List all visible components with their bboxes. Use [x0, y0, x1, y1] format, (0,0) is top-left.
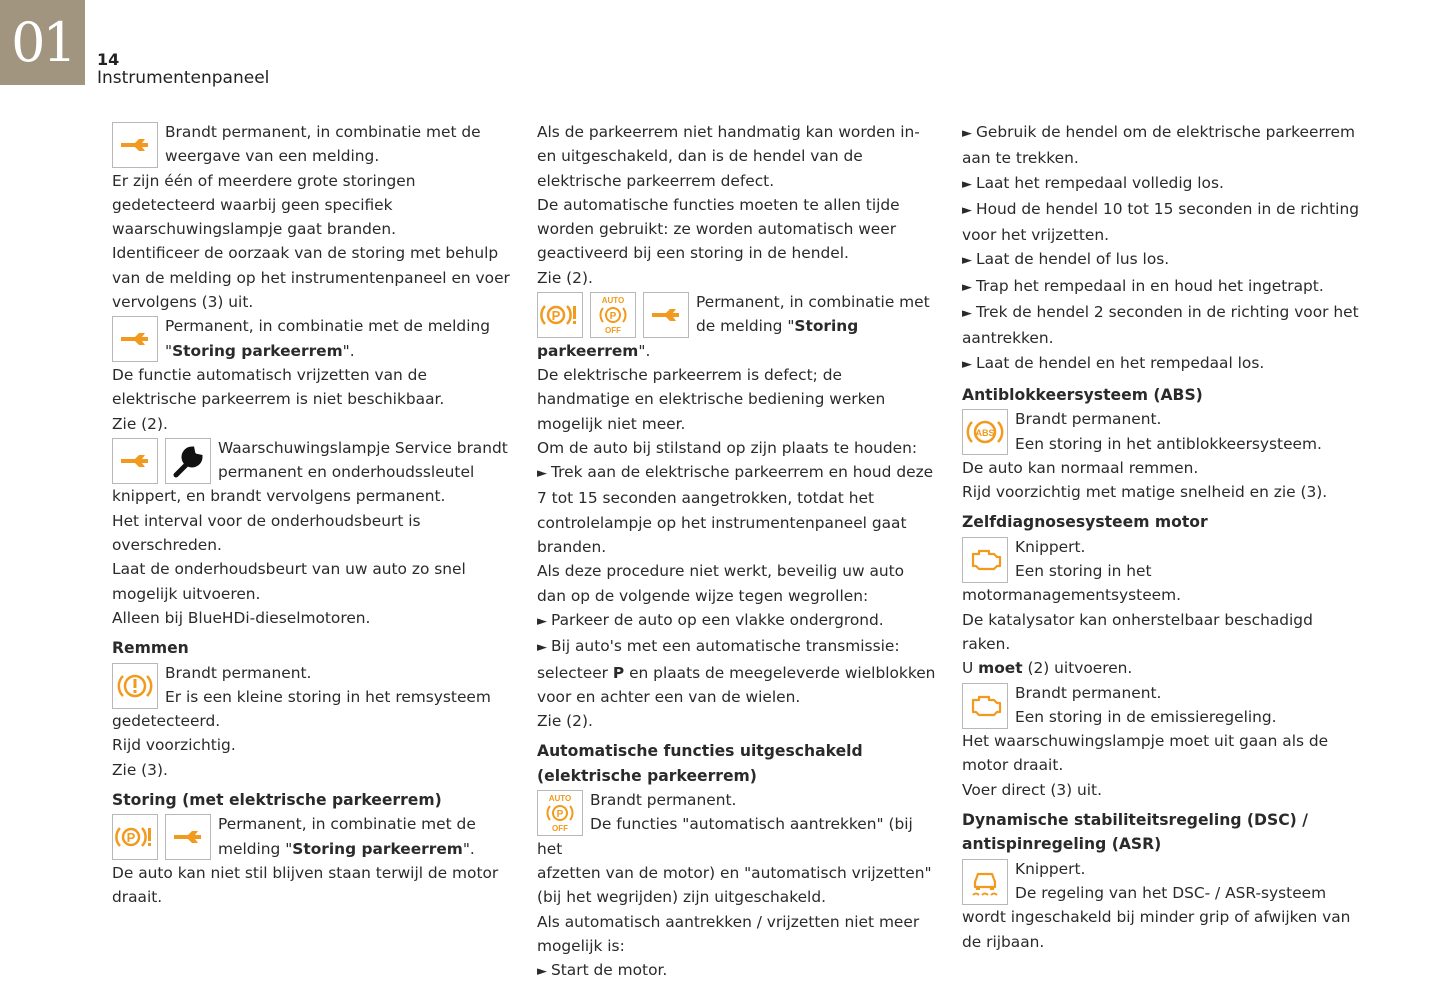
bullet-item: ► Start de motor.	[537, 961, 668, 980]
bullet-item: ► Parkeer de auto op een vlakke ondergrond.	[537, 610, 884, 629]
service-warning-icon	[643, 292, 689, 338]
service-warning-icon	[112, 122, 158, 168]
wrench-icon	[165, 438, 211, 484]
brake-warning-icon	[112, 663, 158, 709]
paragraph: Een storing in de emissieregeling.	[1015, 707, 1277, 726]
paragraph: Laat de onderhoudsbeurt van uw auto zo snel mogelijk uitvoeren.	[112, 560, 466, 603]
paragraph: de melding "Storing	[696, 317, 859, 336]
stability-control-icon	[962, 859, 1008, 905]
paragraph: De auto kan normaal remmen.	[962, 458, 1199, 477]
paragraph: knippert, en brandt vervolgens permanent.	[112, 487, 446, 506]
svg-text:AUTO: AUTO	[601, 296, 625, 306]
service-warning-icon	[112, 438, 158, 484]
paragraph: Een storing in het motormanagementsysteem.	[962, 562, 1182, 605]
section-heading-abs: Antiblokkeersysteem (ABS)	[962, 385, 1203, 404]
page-number: 14	[97, 50, 120, 69]
paragraph: De auto kan niet stil blijven staan terwijl de motor draait.	[112, 863, 499, 907]
paragraph: afzetten van de motor) en "automatisch vrijzetten" (bij het wegrijden) zijn uitgeschakeld.	[537, 863, 932, 907]
bullet-item: ► Laat het rempedaal volledig los.	[962, 173, 1224, 192]
paragraph: Brandt permanent.	[165, 663, 312, 682]
svg-text:ABS: ABS	[975, 428, 995, 439]
section-heading-storing: Storing (met elektrische parkeerrem)	[112, 791, 442, 810]
bullet-item: ► Trek aan de elektrische parkeerrem en houd deze 7 tot 15 seconden aangetrokken, totdat het controlelampje op het instrumentenpaneel gaat branden.	[537, 463, 934, 557]
svg-text:OFF: OFF	[605, 326, 621, 336]
section-heading-remmen: Remmen	[112, 639, 189, 658]
paragraph: Voer direct (3) uit.	[962, 780, 1102, 799]
paragraph: Als de parkeerrem niet handmatig kan worden in- en uitgeschakeld, dan is de hendel van de elektrische parkeerrem defect.	[537, 123, 920, 190]
section-heading-auto-functions: Automatische functies uitgeschakeld (elektrische parkeerrem)	[537, 742, 863, 785]
paragraph: Er zijn één of meerdere grote storingen gedetecteerd waarbij geen specifiek waarschuwingslampje gaat branden.	[112, 171, 416, 239]
auto-park-off-icon	[537, 790, 583, 836]
paragraph: melding "Storing parkeerrem".	[218, 839, 475, 858]
svg-text:P: P	[556, 809, 564, 821]
svg-text:P: P	[551, 308, 561, 324]
column-3	[962, 120, 1362, 954]
paragraph: Als automatisch aantrekken / vrijzetten niet meer mogelijk is:	[537, 912, 920, 955]
section-heading-diagnosis: Zelfdiagnosesysteem motor	[962, 513, 1208, 532]
paragraph: Er is een kleine storing in het remsysteem	[165, 687, 491, 706]
bullet-item: ► Laat de hendel en het rempedaal los.	[962, 353, 1265, 372]
paragraph: De functie automatisch vrijzetten van de elektrische parkeerrem is niet beschikbaar.	[112, 365, 445, 409]
paragraph: De functies "automatisch aantrekken" (bij het	[537, 815, 913, 858]
chapter-number: 01	[0, 0, 85, 85]
paragraph: Knippert.	[1015, 537, 1086, 556]
paragraph: Permanent, in combinatie met de melding	[165, 317, 490, 336]
see-reference: Zie (2).	[112, 414, 168, 433]
paragraph: Brandt permanent.	[1015, 683, 1162, 702]
paragraph: De elektrische parkeerrem is defect; de handmatige en elektrische bediening werken mogelijk niet meer.	[537, 365, 886, 433]
paragraph: "Storing parkeerrem".	[165, 341, 355, 360]
paragraph: Het waarschuwingslampje moet uit gaan als de motor draait.	[962, 732, 1329, 775]
service-text-line-1: Brandt permanent, in combinatie met de	[165, 123, 481, 141]
see-reference: Zie (2).	[537, 712, 593, 731]
bullet-item: ► Trap het rempedaal in en houd het ingetrapt.	[962, 276, 1324, 295]
paragraph: De regeling van het DSC- / ASR-systeem	[1015, 883, 1327, 902]
paragraph: Alleen bij BlueHDi-dieselmotoren.	[112, 608, 371, 627]
paragraph: gedetecteerd.	[112, 712, 221, 731]
service-text-line-2: weergave van een melding.	[165, 147, 380, 166]
bold-message: Storing parkeerrem	[292, 839, 463, 858]
paragraph: Om de auto bij stilstand op zijn plaats te houden:	[537, 438, 918, 457]
paragraph: Rijd voorzichtig met matige snelheid en zie (3).	[962, 483, 1328, 502]
paragraph: wordt ingeschakeld bij minder grip of afwijken van de rijbaan.	[962, 908, 1351, 951]
paragraph: parkeerrem".	[537, 341, 651, 360]
section-heading-dsc: Dynamische stabiliteitsregeling (DSC) / antispinregeling (ASR)	[962, 811, 1308, 854]
bullet-item: ► Bij auto's met een automatische transmissie: selecteer P en plaats de meegeleverde wielblokken voor en achter een van de wielen.	[537, 637, 936, 706]
column-1	[112, 120, 512, 910]
paragraph: U moet (2) uitvoeren.	[962, 659, 1133, 678]
abs-warning-icon	[962, 409, 1008, 455]
paragraph: Rijd voorzichtig.	[112, 736, 236, 755]
paragraph: permanent en onderhoudssleutel	[218, 463, 475, 482]
bullet-item: ► Trek de hendel 2 seconden in de richting voor het aantrekken.	[962, 303, 1359, 348]
svg-text:P: P	[609, 311, 617, 323]
paragraph: Een storing in het antiblokkeersysteem.	[1015, 434, 1322, 453]
bold-message: Storing parkeerrem	[172, 341, 343, 360]
parking-brake-fault-icon	[112, 814, 158, 860]
bold-message: parkeerrem	[537, 341, 639, 360]
bullet-item: ► Houd de hendel 10 tot 15 seconden in de richting voor het vrijzetten.	[962, 199, 1359, 245]
service-warning-icon	[165, 814, 211, 860]
paragraph: De katalysator kan onherstelbaar beschadigd raken.	[962, 610, 1313, 653]
paragraph: Identificeer de oorzaak van de storing met behulp van de melding op het instrumentenpaneel en voer vervolgens (3) uit.	[112, 244, 510, 312]
auto-park-off-icon	[590, 292, 636, 338]
see-reference: Zie (2).	[537, 268, 593, 287]
parking-brake-fault-icon	[537, 292, 583, 338]
paragraph: Het interval voor de onderhoudsbeurt is overschreden.	[112, 511, 421, 555]
svg-text:P: P	[126, 830, 136, 846]
paragraph: Permanent, in combinatie met de	[218, 815, 476, 834]
paragraph: Brandt permanent.	[1015, 410, 1162, 429]
paragraph: Knippert.	[1015, 859, 1086, 878]
see-reference: Zie (3).	[112, 760, 168, 779]
page-title: Instrumentenpaneel	[97, 68, 270, 88]
paragraph: De automatische functies moeten te allen tijde worden gebruikt: ze worden automatisch weer geactiveerd bij een storing in de hendel.	[537, 195, 900, 263]
bullet-item: ► Gebruik de hendel om de elektrische parkeerrem aan te trekken.	[962, 123, 1355, 168]
svg-text:OFF: OFF	[552, 824, 568, 834]
paragraph: Als deze procedure niet werkt, beveilig uw auto dan op de volgende wijze tegen wegrollen:	[537, 562, 905, 605]
engine-warning-icon	[962, 537, 1008, 583]
paragraph: Waarschuwingslampje Service brandt	[218, 438, 508, 457]
paragraph: Permanent, in combinatie met	[696, 293, 930, 312]
service-warning-icon	[112, 316, 158, 362]
svg-text:AUTO: AUTO	[548, 794, 572, 804]
paragraph: Brandt permanent.	[590, 791, 737, 810]
column-2	[537, 120, 937, 984]
bold-message: Storing	[794, 317, 859, 336]
bullet-item: ► Laat de hendel of lus los.	[962, 250, 1170, 269]
engine-warning-icon	[962, 683, 1008, 729]
